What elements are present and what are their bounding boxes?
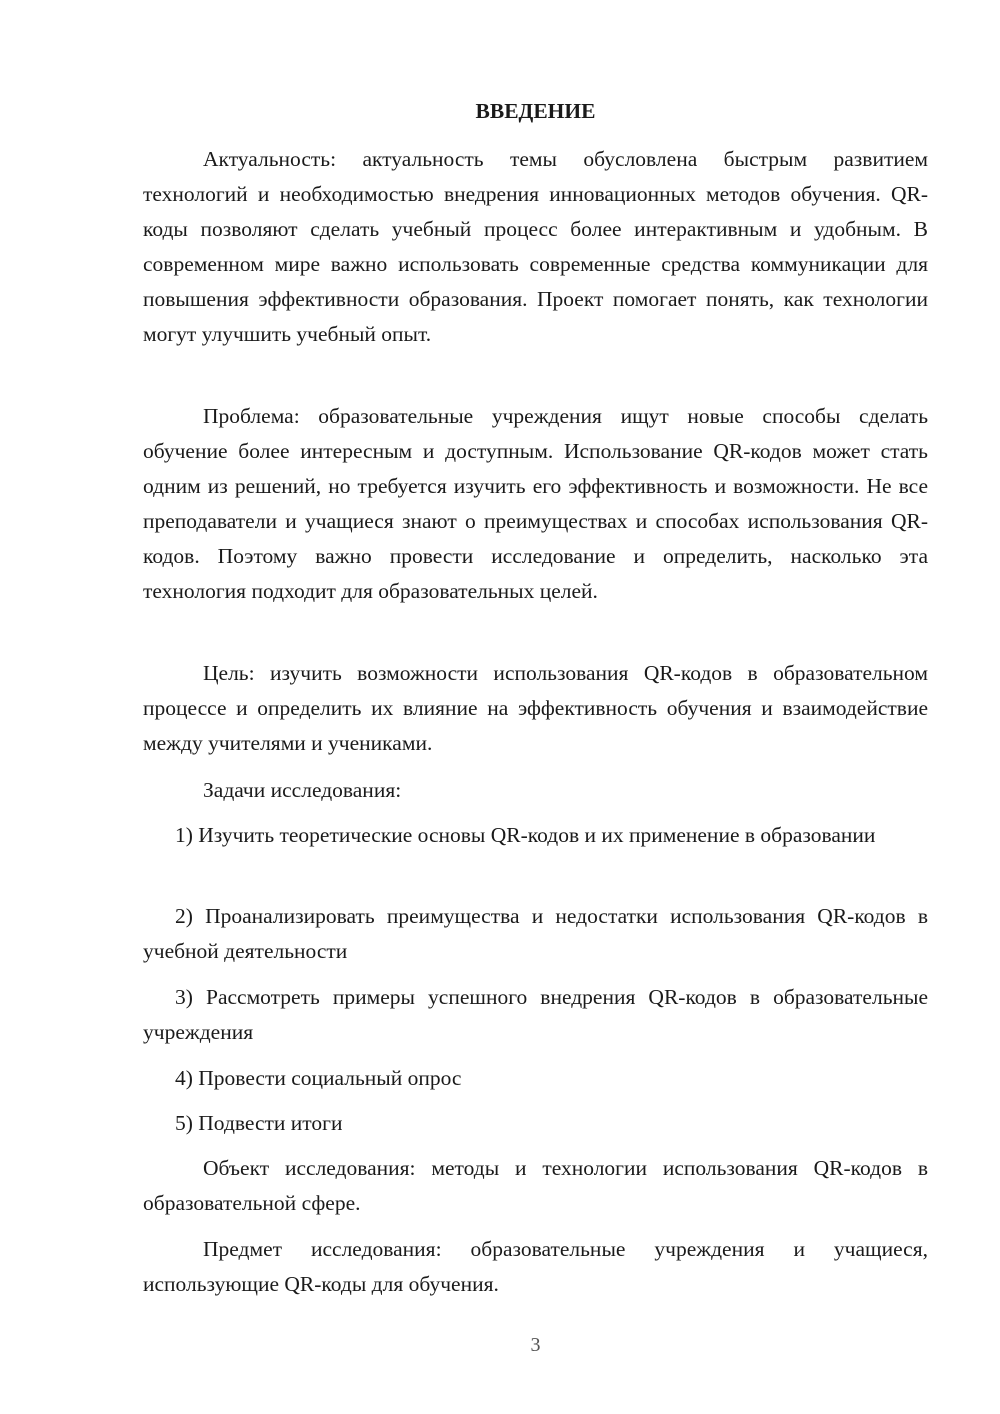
task-item-3: 3) Рассмотреть примеры успешного внедрения QR-кодов в образовательные учреждения bbox=[143, 985, 928, 1044]
object-paragraph: Объект исследования: методы и технологии использования QR-кодов в образовательной сфере. bbox=[143, 1156, 928, 1215]
subject-paragraph: Предмет исследования: образовательные учреждения и учащиеся, использующие QR-коды для обучения. bbox=[143, 1237, 928, 1296]
task-item-1: 1) Изучить теоретические основы QR-кодов и их применение в образовании bbox=[175, 823, 876, 847]
task-item-5: 5) Подвести итоги bbox=[175, 1111, 343, 1135]
problem-paragraph: Проблема: образовательные учреждения ищут новые способы сделать обучение более интересным и доступным. Использование QR-кодов может стать одним из решений, но требуется изучить его эффективность и возможности. Не все преподаватели и учащиеся знают о преимуществах и способах использования QR-кодов. Поэтому важно провести исследование и определить, насколько эта технология подходит для образовательных целей. bbox=[143, 404, 928, 603]
task-item-2: 2) Проанализировать преимущества и недостатки использования QR-кодов в учебной деятельности bbox=[143, 904, 928, 963]
goal-paragraph: Цель: изучить возможности использования QR-кодов в образовательном процессе и определить их влияние на эффективность обучения и взаимодействие между учителями и учениками. bbox=[143, 661, 928, 755]
tasks-heading: Задачи исследования: bbox=[203, 778, 402, 802]
page-number: 3 bbox=[530, 1334, 541, 1356]
relevance-paragraph: Актуальность: актуальность темы обусловлена быстрым развитием технологий и необходимостью внедрения инновационных методов обучения. QR-коды позволяют сделать учебный процесс более интерактивным и удобным. В современном мире важно использовать современные средства коммуникации для повышения эффективности образования. Проект помогает понять, как технологии могут улучшить учебный опыт. bbox=[143, 147, 928, 346]
task-item-4: 4) Провести социальный опрос bbox=[175, 1066, 462, 1090]
page-title: ВВЕДЕНИЕ bbox=[475, 99, 596, 123]
document-page bbox=[143, 0, 928, 1414]
